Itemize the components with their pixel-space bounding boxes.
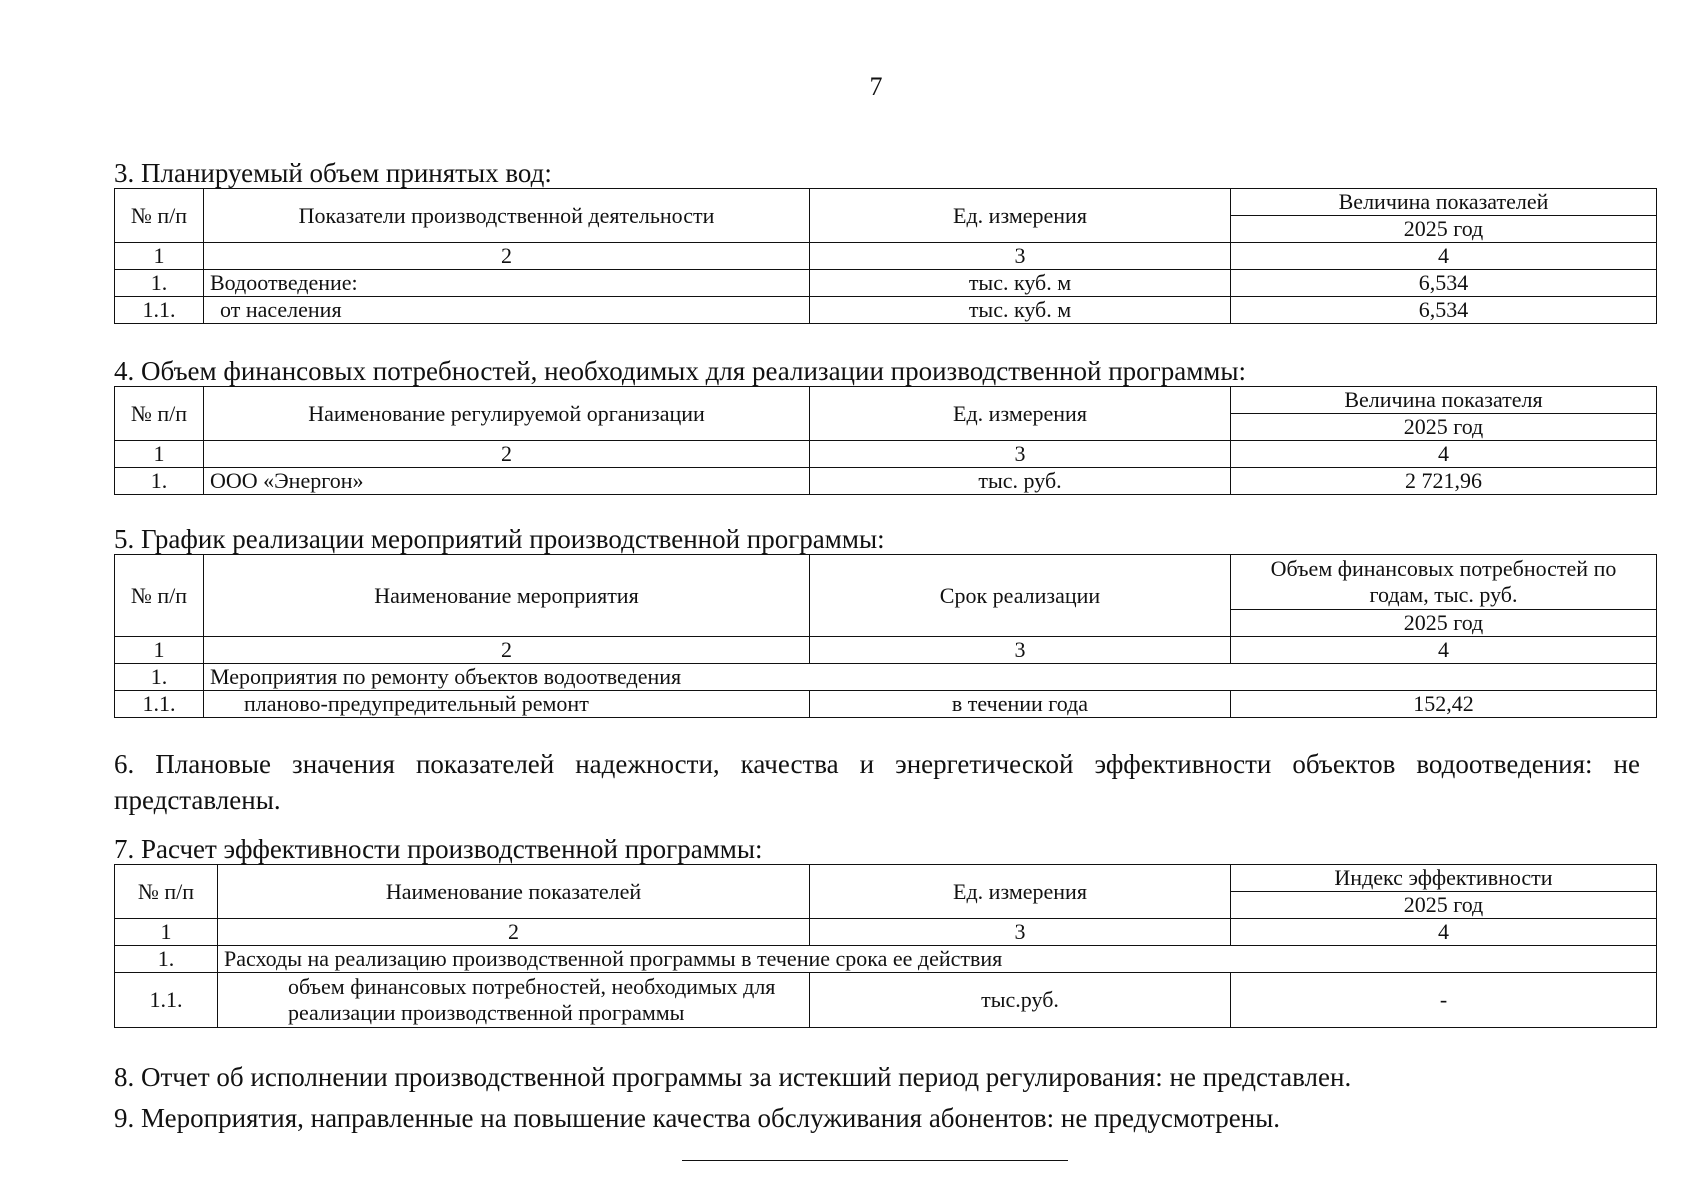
header-cell: Срок реализации xyxy=(810,555,1231,637)
section-4 xyxy=(114,356,1656,495)
index-cell: 3 xyxy=(810,919,1231,946)
table-index-row xyxy=(115,243,1657,270)
header-cell: 2025 год xyxy=(1231,892,1657,919)
table-index-row xyxy=(115,441,1657,468)
header-cell: Наименование мероприятия xyxy=(204,555,810,637)
table-group-row xyxy=(115,946,1657,973)
table-cell: в течении года xyxy=(810,691,1231,718)
table-cell: 1. xyxy=(115,664,204,691)
table-cell: 1.1. xyxy=(115,973,218,1028)
table-cell: объем финансовых потребностей, необходимых для реализации производственной программы xyxy=(218,973,810,1028)
section-3-title: 3. Планируемый объем принятых вод: xyxy=(114,158,552,188)
header-cell: 2025 год xyxy=(1231,414,1657,441)
table-cell: тыс.руб. xyxy=(810,973,1231,1028)
index-cell: 1 xyxy=(115,441,204,468)
table-cell: ООО «Энергон» xyxy=(204,468,810,495)
index-cell: 2 xyxy=(204,243,810,270)
section-9-text: 9. Мероприятия, направленные на повышение качества обслуживания абонентов: не предусмотрены. xyxy=(114,1103,1281,1133)
table-cell: тыс. куб. м xyxy=(810,297,1231,324)
table-cell: - xyxy=(1231,973,1657,1028)
header-cell: Ед. измерения xyxy=(810,387,1231,441)
table-group-row xyxy=(115,664,1657,691)
header-cell: Объем финансовых потребностей по годам, тыс. руб. xyxy=(1231,555,1657,610)
planned-water-volume-table xyxy=(114,188,1657,324)
table-header-row xyxy=(115,387,1657,414)
table-cell: 6,534 xyxy=(1231,270,1657,297)
table-cell: 2 721,96 xyxy=(1231,468,1657,495)
header-cell: Ед. измерения xyxy=(810,865,1231,919)
table-cell: 1. xyxy=(115,468,204,495)
table-cell: Мероприятия по ремонту объектов водоотведения xyxy=(204,664,1657,691)
table-header-row xyxy=(115,865,1657,892)
header-cell: Величина показателей xyxy=(1231,189,1657,216)
table-header-row xyxy=(115,189,1657,216)
table-cell: 1.1. xyxy=(115,691,204,718)
table-cell: планово-предупредительный ремонт xyxy=(204,691,810,718)
index-cell: 2 xyxy=(204,637,810,664)
section-7-title: 7. Расчет эффективности производственной программы: xyxy=(114,834,763,864)
index-cell: 1 xyxy=(115,919,218,946)
section-7 xyxy=(114,834,1656,1028)
table-row xyxy=(115,973,1657,1028)
header-cell: № п/п xyxy=(115,555,204,637)
index-cell: 3 xyxy=(810,637,1231,664)
header-cell: 2025 год xyxy=(1231,216,1657,243)
schedule-table xyxy=(114,554,1657,718)
table-row xyxy=(115,270,1657,297)
table-cell: тыс. куб. м xyxy=(810,270,1231,297)
table-index-row xyxy=(115,919,1657,946)
table-row xyxy=(115,691,1657,718)
index-cell: 4 xyxy=(1231,243,1657,270)
index-cell: 4 xyxy=(1231,637,1657,664)
header-cell: № п/п xyxy=(115,865,218,919)
page-number: 7 xyxy=(869,72,883,101)
table-cell: 152,42 xyxy=(1231,691,1657,718)
end-divider xyxy=(682,1160,1068,1161)
table-row xyxy=(115,297,1657,324)
table-row xyxy=(115,468,1657,495)
index-cell: 1 xyxy=(115,243,204,270)
header-cell: Наименование регулируемой организации xyxy=(204,387,810,441)
header-cell: № п/п xyxy=(115,387,204,441)
section-5-title: 5. График реализации мероприятий производственной программы: xyxy=(114,524,885,554)
financial-needs-table xyxy=(114,386,1657,495)
section-5 xyxy=(114,524,1656,718)
header-cell: Ед. измерения xyxy=(810,189,1231,243)
section-4-title: 4. Объем финансовых потребностей, необходимых для реализации производственной программы: xyxy=(114,356,1247,386)
table-cell: тыс. руб. xyxy=(810,468,1231,495)
index-cell: 1 xyxy=(115,637,204,664)
table-index-row xyxy=(115,637,1657,664)
section-6-text: 6. Плановые значения показателей надежности, качества и энергетической эффективности объектов водоотведения: не представлены. xyxy=(114,749,1640,815)
table-header-row xyxy=(115,555,1657,610)
table-cell: 1. xyxy=(115,946,218,973)
header-cell: Величина показателя xyxy=(1231,387,1657,414)
header-cell: Наименование показателей xyxy=(218,865,810,919)
table-cell: 1. xyxy=(115,270,204,297)
efficiency-table xyxy=(114,864,1657,1028)
index-cell: 3 xyxy=(810,243,1231,270)
table-cell: 1.1. xyxy=(115,297,204,324)
index-cell: 4 xyxy=(1231,441,1657,468)
table-cell: Расходы на реализацию производственной программы в течение срока ее действия xyxy=(218,946,1657,973)
section-3 xyxy=(114,158,1656,324)
index-cell: 4 xyxy=(1231,919,1657,946)
index-cell: 2 xyxy=(218,919,810,946)
index-cell: 2 xyxy=(204,441,810,468)
header-cell: № п/п xyxy=(115,189,204,243)
section-8-text: 8. Отчет об исполнении производственной программы за истекший период регулирования: не представлен. xyxy=(114,1062,1352,1092)
table-cell: от населения xyxy=(204,297,810,324)
table-cell: 6,534 xyxy=(1231,297,1657,324)
index-cell: 3 xyxy=(810,441,1231,468)
header-cell: Показатели производственной деятельности xyxy=(204,189,810,243)
table-cell: Водоотведение: xyxy=(204,270,810,297)
header-cell: Индекс эффективности xyxy=(1231,865,1657,892)
header-cell: 2025 год xyxy=(1231,610,1657,637)
